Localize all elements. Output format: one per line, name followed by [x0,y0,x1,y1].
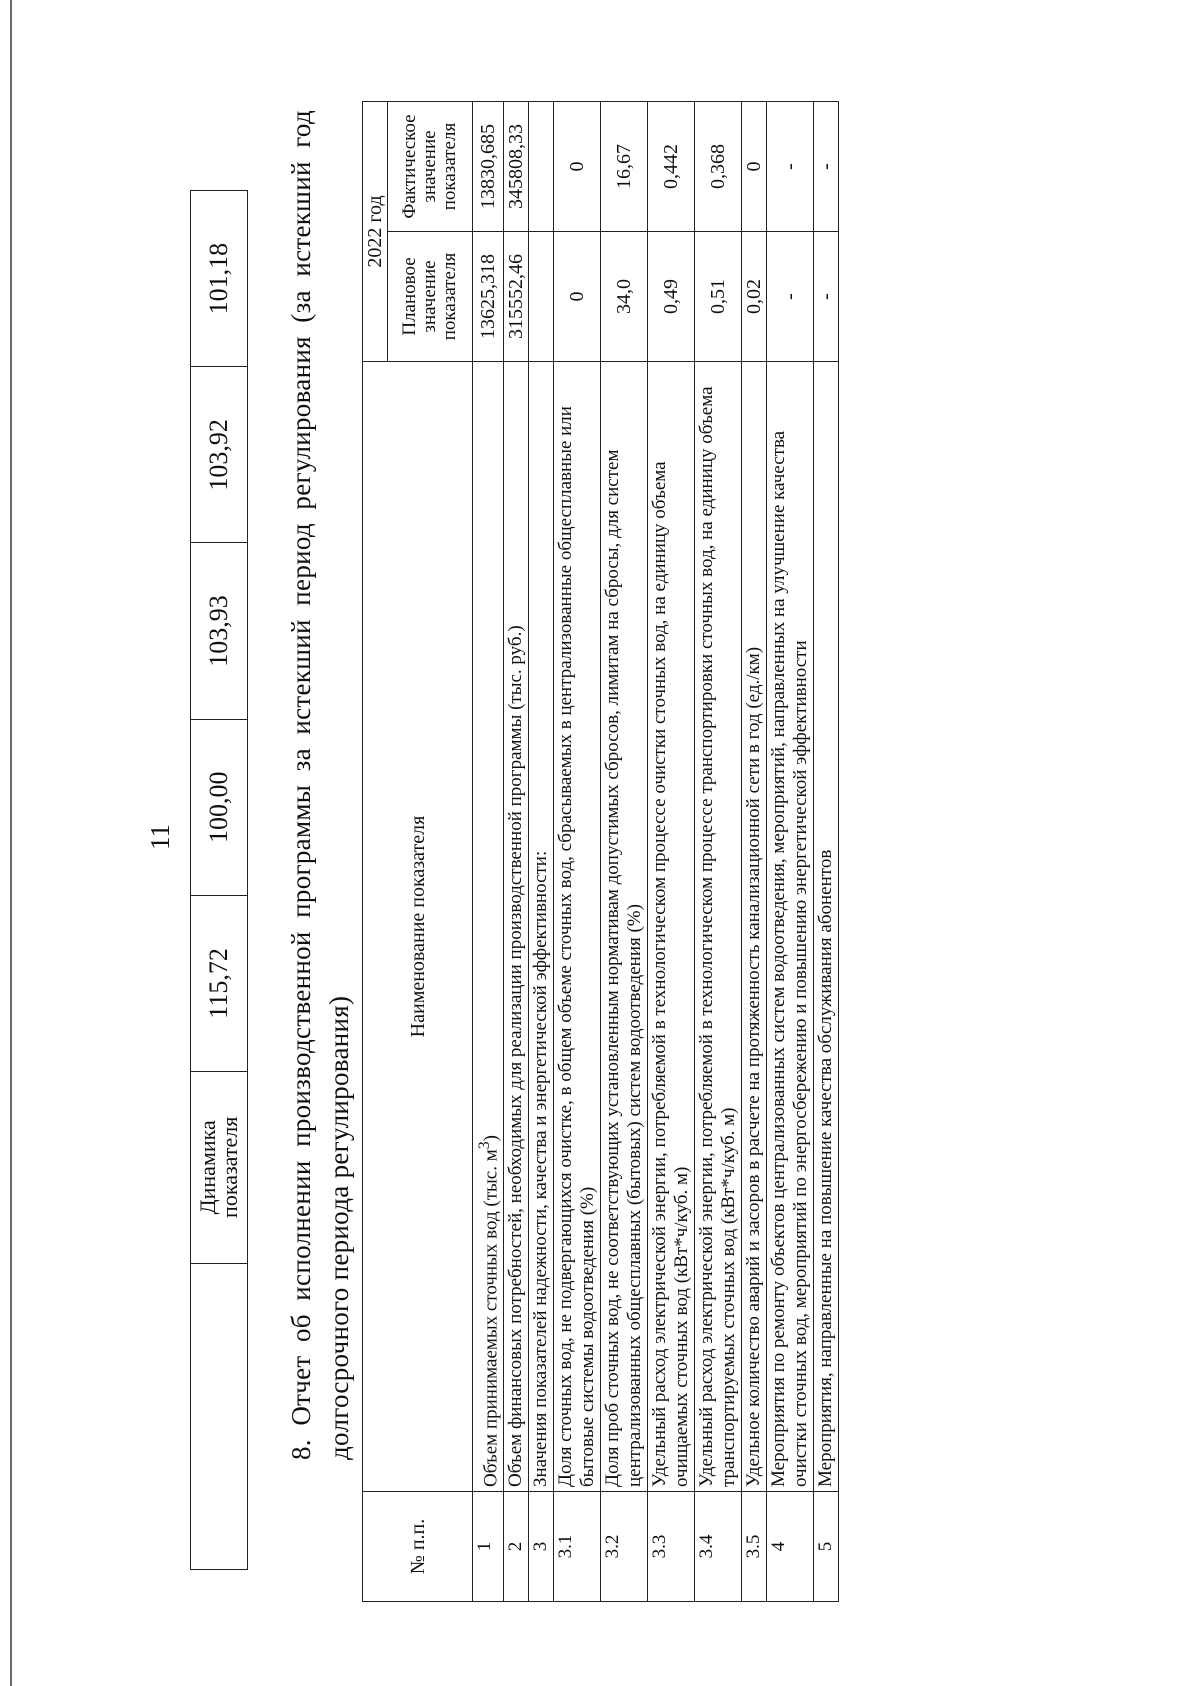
dynamics-value: 100,00 [191,719,248,895]
dynamics-empty-cell [191,1263,248,1569]
row-plan [529,232,554,362]
dynamics-label: Динамика показателя [191,1072,248,1264]
row-fact: 0 [742,102,767,232]
section-title: 8. Отчет об исполнении производственной программы за истекший период регулирования (за истекший год долгосрочного периода регулирования) [286,110,354,1460]
row-num: 2 [504,1492,529,1602]
dynamics-value: 101,18 [191,191,248,367]
table-row [473,102,504,1602]
row-fact: 345808,33 [504,102,529,232]
row-fact: 0,368 [695,102,742,232]
header-row [363,102,388,1602]
page-number: 11 [145,824,175,850]
table-row [529,102,554,1602]
table-row [742,102,767,1602]
row-name: Объем принимаемых сточных вод (тыс. $м^3$) [473,362,504,1492]
row-name: Доля сточных вод, не подвергающихся очистке, в общем объеме сточных вод, сбрасываемых в централизованные общесплавные или бытовые системы водоотведения (%) [554,362,601,1492]
row-name: Удельный расход электрической энергии, потребляемой в технологическом процессе очистки сточных вод, на единицу объема очищаемых сточных вод (кВт*ч/куб. м) [648,362,695,1492]
performance-table [362,101,839,1602]
dynamics-value: 103,92 [191,367,248,543]
row-name: Удельный расход электрической энергии, потребляемой в технологическом процессе транспортировки сточных вод, на единицу объема транспортируемых сточных вод (кВт*ч/куб. м) [695,362,742,1492]
row-plan: - [814,232,839,362]
row-name: Мероприятия, направленные на повышение качества обслуживания абонентов [814,362,839,1492]
rotated-page [0,40,1060,1620]
row-num: 4 [767,1492,814,1602]
dynamics-value: 115,72 [191,895,248,1071]
row-name: Объем финансовых потребностей, необходимых для реализации производственной программы (тыс. руб.) [504,362,529,1492]
row-plan: 0 [554,232,601,362]
row-num: 1 [473,1492,504,1602]
header-num: № п.п. [363,1492,473,1602]
row-name: Удельное количество аварий и засоров в расчете на протяженность канализационной сети в год (ед./км) [742,362,767,1492]
dynamics-table [190,190,248,1570]
row-plan: 13625,318 [473,232,504,362]
row-plan: 0,51 [695,232,742,362]
table-row [648,102,695,1602]
header-plan: Плановое значение показателя [388,232,473,362]
row-fact: 0,442 [648,102,695,232]
dynamics-row [191,191,248,1570]
row-num: 3.2 [601,1492,648,1602]
table-row [504,102,529,1602]
row-plan: 0,02 [742,232,767,362]
row-name: Мероприятия по ремонту объектов централизованных систем водоотведения, мероприятий, направленных на улучшение качества очистки сточных вод, мероприятий по энергосбережению и повышению энергетической эффективности [767,362,814,1492]
row-fact: - [814,102,839,232]
row-name: Значения показателей надежности, качества и энергетической эффективности: [529,362,554,1492]
row-fact: 0 [554,102,601,232]
row-fact [529,102,554,232]
row-num: 3.4 [695,1492,742,1602]
row-name: Доля проб сточных вод, не соответствующих установленным нормативам допустимых сбросов, лимитам на сбросы, для систем централизованных общесплавных (бытовых) систем водоотведения (%) [601,362,648,1492]
row-num: 5 [814,1492,839,1602]
row-num: 3.3 [648,1492,695,1602]
row-plan: 315552,46 [504,232,529,362]
header-name: Наименование показателя [363,362,473,1492]
row-num: 3.5 [742,1492,767,1602]
row-fact: - [767,102,814,232]
table-row [601,102,648,1602]
table-row [695,102,742,1602]
row-num: 3 [529,1492,554,1602]
table-row [554,102,601,1602]
dynamics-value: 103,93 [191,543,248,719]
row-plan: - [767,232,814,362]
row-fact: 13830,685 [473,102,504,232]
table-row [767,102,814,1602]
header-year: 2022 год [363,102,388,362]
table-row [814,102,839,1602]
header-fact: Фактическое значение показателя [388,102,473,232]
row-plan: 34,0 [601,232,648,362]
row-fact: 16,67 [601,102,648,232]
row-num: 3.1 [554,1492,601,1602]
row-plan: 0,49 [648,232,695,362]
